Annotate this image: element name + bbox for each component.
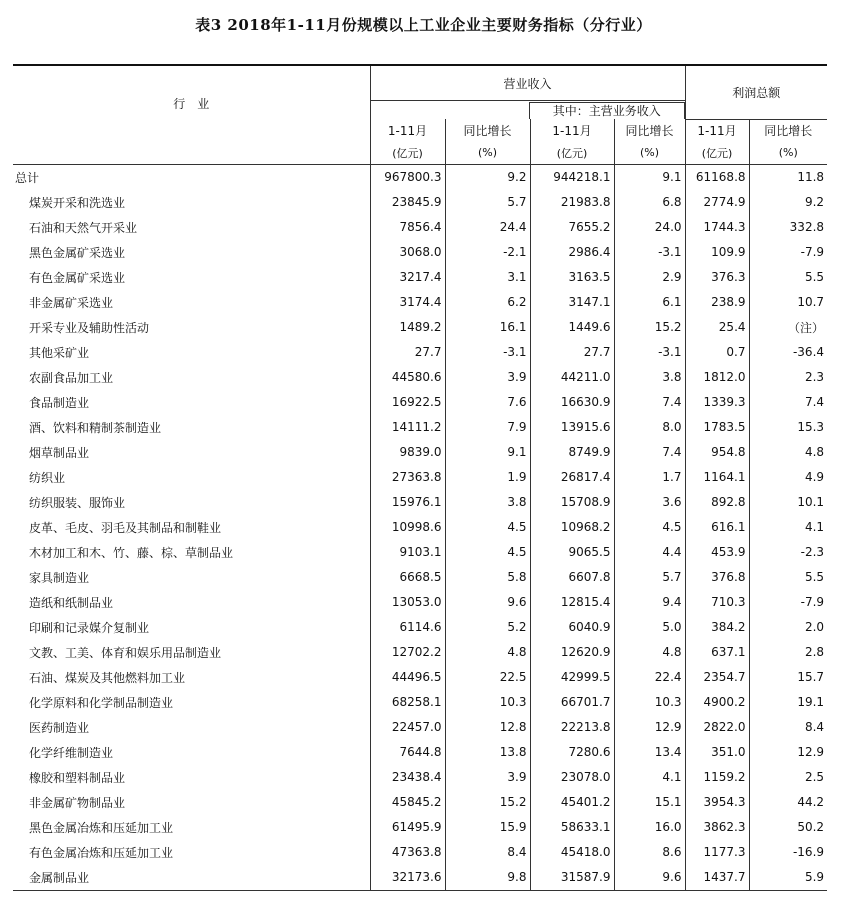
revenue-value: 22457.0	[370, 715, 445, 740]
main-revenue-growth: 10.3	[614, 690, 685, 715]
header-period: 1-11月	[387, 123, 428, 138]
profit-value: 4900.2	[685, 690, 749, 715]
table-row	[13, 565, 827, 590]
main-revenue-value: 15708.9	[530, 490, 614, 515]
revenue-growth: 3.1	[445, 265, 530, 290]
main-revenue-value: 12815.4	[530, 590, 614, 615]
main-revenue-value: 31587.9	[530, 865, 614, 891]
industry-name: 农副食品加工业	[29, 370, 114, 385]
revenue-growth: 4.8	[445, 640, 530, 665]
industry-name: 煤炭开采和洗选业	[29, 195, 126, 210]
main-revenue-growth: 16.0	[614, 815, 685, 840]
profit-growth: 19.1	[749, 690, 827, 715]
profit-growth: 2.0	[749, 615, 827, 640]
header-revenue: 营业收入	[370, 65, 685, 101]
profit-value: 954.8	[685, 440, 749, 465]
main-revenue-growth: 2.9	[614, 265, 685, 290]
main-revenue-growth: 15.1	[614, 790, 685, 815]
revenue-value: 32173.6	[370, 865, 445, 891]
revenue-growth: 5.8	[445, 565, 530, 590]
revenue-value: 16922.5	[370, 390, 445, 415]
profit-growth: 12.9	[749, 740, 827, 765]
main-revenue-growth: 12.9	[614, 715, 685, 740]
profit-value: 25.4	[685, 315, 749, 340]
table-row	[13, 715, 827, 740]
revenue-value: 9839.0	[370, 440, 445, 465]
main-revenue-value: 22213.8	[530, 715, 614, 740]
revenue-value: 27.7	[370, 340, 445, 365]
header-industry: 行 业	[13, 65, 370, 142]
profit-growth: 8.4	[749, 715, 827, 740]
table-row	[13, 540, 827, 565]
revenue-value: 14111.2	[370, 415, 445, 440]
main-revenue-value: 6607.8	[530, 565, 614, 590]
profit-growth: 50.2	[749, 815, 827, 840]
table-row	[13, 690, 827, 715]
profit-growth: -2.3	[749, 540, 827, 565]
profit-value: 892.8	[685, 490, 749, 515]
main-revenue-value: 2986.4	[530, 240, 614, 265]
profit-growth: 4.8	[749, 440, 827, 465]
industry-name: 橡胶和塑料制品业	[29, 770, 126, 785]
header-growth: 同比增长	[445, 119, 530, 142]
profit-growth: 332.8	[749, 215, 827, 240]
header-profit: 利润总额	[685, 65, 827, 119]
profit-growth: -36.4	[749, 340, 827, 365]
revenue-growth: 4.5	[445, 540, 530, 565]
header-unit-amount: (亿元)	[530, 142, 614, 165]
revenue-value: 23845.9	[370, 190, 445, 215]
profit-growth: 10.7	[749, 290, 827, 315]
profit-growth: 15.3	[749, 415, 827, 440]
profit-growth: 2.3	[749, 365, 827, 390]
profit-value: 1177.3	[685, 840, 749, 865]
revenue-value: 1489.2	[370, 315, 445, 340]
header-unit-pct: (%)	[749, 142, 827, 165]
main-revenue-value: 26817.4	[530, 465, 614, 490]
revenue-growth: 5.7	[445, 190, 530, 215]
profit-value: 2354.7	[685, 665, 749, 690]
revenue-growth: 5.2	[445, 615, 530, 640]
industry-name: 其他采矿业	[29, 345, 90, 360]
revenue-value: 23438.4	[370, 765, 445, 790]
header-period: 1-11月	[685, 119, 749, 142]
main-revenue-growth: 1.7	[614, 465, 685, 490]
industry-name: 石油、煤炭及其他燃料加工业	[29, 670, 186, 685]
main-revenue-growth: 4.5	[614, 515, 685, 540]
industry-name: 黑色金属冶炼和压延加工业	[29, 820, 174, 835]
table-row	[13, 215, 827, 240]
revenue-growth: 12.8	[445, 715, 530, 740]
table-row	[13, 164, 827, 190]
main-revenue-growth: 6.8	[614, 190, 685, 215]
main-revenue-value: 1449.6	[530, 315, 614, 340]
revenue-value: 6114.6	[370, 615, 445, 640]
table-row	[13, 240, 827, 265]
main-revenue-growth: 7.4	[614, 440, 685, 465]
main-revenue-value: 13915.6	[530, 415, 614, 440]
revenue-growth: 3.9	[445, 365, 530, 390]
profit-growth: 2.5	[749, 765, 827, 790]
profit-value: 3862.3	[685, 815, 749, 840]
profit-growth: 11.8	[749, 164, 827, 190]
profit-growth: 9.2	[749, 190, 827, 215]
profit-growth: 2.8	[749, 640, 827, 665]
industry-name: 酒、饮料和精制茶制造业	[29, 420, 162, 435]
profit-value: 2822.0	[685, 715, 749, 740]
industry-name: 有色金属冶炼和压延加工业	[29, 845, 174, 860]
main-revenue-value: 6040.9	[530, 615, 614, 640]
profit-value: 0.7	[685, 340, 749, 365]
revenue-value: 3217.4	[370, 265, 445, 290]
industry-name: 食品制造业	[29, 395, 90, 410]
revenue-growth: 9.2	[445, 164, 530, 190]
industry-name: 化学纤维制造业	[29, 745, 114, 760]
profit-value: 351.0	[685, 740, 749, 765]
revenue-growth: 15.9	[445, 815, 530, 840]
profit-value: 2774.9	[685, 190, 749, 215]
industry-name: 烟草制品业	[29, 445, 90, 460]
table-row	[13, 515, 827, 540]
profit-value: 238.9	[685, 290, 749, 315]
profit-value: 1339.3	[685, 390, 749, 415]
table-row	[13, 340, 827, 365]
revenue-value: 967800.3	[370, 164, 445, 190]
table-row	[13, 665, 827, 690]
revenue-growth: 8.4	[445, 840, 530, 865]
table-row	[13, 265, 827, 290]
industry-name: 有色金属矿采选业	[29, 270, 126, 285]
industry-name: 造纸和纸制品业	[29, 595, 114, 610]
revenue-growth: 9.6	[445, 590, 530, 615]
header-unit-pct: (%)	[445, 142, 530, 165]
industry-name: 木材加工和木、竹、藤、棕、草制品业	[29, 545, 234, 560]
profit-value: 1437.7	[685, 865, 749, 891]
table-row	[13, 640, 827, 665]
main-revenue-value: 10968.2	[530, 515, 614, 540]
revenue-growth: 16.1	[445, 315, 530, 340]
revenue-growth: 1.9	[445, 465, 530, 490]
table-row	[13, 465, 827, 490]
industry-name: 医药制造业	[29, 720, 90, 735]
profit-growth: -7.9	[749, 240, 827, 265]
main-revenue-value: 7655.2	[530, 215, 614, 240]
main-revenue-growth: 9.6	[614, 865, 685, 891]
profit-value: 637.1	[685, 640, 749, 665]
industry-name: 总计	[15, 170, 40, 185]
header-period: 1-11月	[530, 119, 614, 142]
main-revenue-growth: 4.1	[614, 765, 685, 790]
financial-indicators-table	[13, 64, 827, 891]
header-unit-amount: (亿元)	[685, 142, 749, 165]
table-row	[13, 815, 827, 840]
revenue-value: 15976.1	[370, 490, 445, 515]
revenue-growth: 3.9	[445, 765, 530, 790]
industry-name: 石油和天然气开采业	[29, 220, 138, 235]
revenue-growth: 24.4	[445, 215, 530, 240]
profit-value: 1783.5	[685, 415, 749, 440]
main-revenue-value: 8749.9	[530, 440, 614, 465]
main-revenue-growth: 22.4	[614, 665, 685, 690]
table-row	[13, 365, 827, 390]
revenue-value: 6668.5	[370, 565, 445, 590]
revenue-value: 12702.2	[370, 640, 445, 665]
main-revenue-value: 45418.0	[530, 840, 614, 865]
main-revenue-value: 23078.0	[530, 765, 614, 790]
industry-name: 开采专业及辅助性活动	[29, 320, 150, 335]
industry-name: 非金属矿采选业	[29, 295, 114, 310]
table-row	[13, 740, 827, 765]
main-revenue-growth: 15.2	[614, 315, 685, 340]
main-revenue-value: 16630.9	[530, 390, 614, 415]
main-revenue-growth: 4.8	[614, 640, 685, 665]
profit-value: 1744.3	[685, 215, 749, 240]
profit-value: 1164.1	[685, 465, 749, 490]
industry-name: 皮革、毛皮、羽毛及其制品和制鞋业	[29, 520, 222, 535]
table-row	[13, 315, 827, 340]
revenue-growth: 7.9	[445, 415, 530, 440]
profit-value: 453.9	[685, 540, 749, 565]
table-row	[13, 390, 827, 415]
main-revenue-growth: 24.0	[614, 215, 685, 240]
revenue-growth: 4.5	[445, 515, 530, 540]
revenue-value: 7856.4	[370, 215, 445, 240]
main-revenue-growth: 13.4	[614, 740, 685, 765]
revenue-growth: 13.8	[445, 740, 530, 765]
profit-value: 710.3	[685, 590, 749, 615]
industry-name: 印刷和记录媒介复制业	[29, 620, 150, 635]
profit-value: 1159.2	[685, 765, 749, 790]
main-revenue-growth: 9.1	[614, 164, 685, 190]
table-row	[13, 765, 827, 790]
header-growth: 同比增长	[614, 119, 685, 142]
main-revenue-value: 27.7	[530, 340, 614, 365]
profit-growth: 10.1	[749, 490, 827, 515]
revenue-value: 45845.2	[370, 790, 445, 815]
profit-growth: 4.1	[749, 515, 827, 540]
profit-growth: 44.2	[749, 790, 827, 815]
profit-value: 109.9	[685, 240, 749, 265]
main-revenue-growth: 9.4	[614, 590, 685, 615]
profit-growth: 4.9	[749, 465, 827, 490]
revenue-growth: 7.6	[445, 390, 530, 415]
industry-name: 黑色金属矿采选业	[29, 245, 126, 260]
main-revenue-growth: 7.4	[614, 390, 685, 415]
profit-value: 1812.0	[685, 365, 749, 390]
main-revenue-growth: -3.1	[614, 240, 685, 265]
table-row	[13, 865, 827, 891]
main-revenue-value: 42999.5	[530, 665, 614, 690]
revenue-value: 44496.5	[370, 665, 445, 690]
main-revenue-growth: 8.6	[614, 840, 685, 865]
revenue-value: 61495.9	[370, 815, 445, 840]
revenue-value: 3174.4	[370, 290, 445, 315]
industry-name: 纺织业	[29, 470, 66, 485]
industry-name: 家具制造业	[29, 570, 90, 585]
revenue-value: 10998.6	[370, 515, 445, 540]
profit-growth: -7.9	[749, 590, 827, 615]
revenue-value: 44580.6	[370, 365, 445, 390]
table-header	[13, 65, 827, 164]
header-growth: 同比增长	[749, 119, 827, 142]
profit-value: 384.2	[685, 615, 749, 640]
industry-name: 纺织服装、服饰业	[29, 495, 126, 510]
revenue-growth: 10.3	[445, 690, 530, 715]
revenue-value: 7644.8	[370, 740, 445, 765]
revenue-value: 47363.8	[370, 840, 445, 865]
revenue-growth: 9.8	[445, 865, 530, 891]
table-title: 表3 2018年1-11月份规模以上工业企业主要财务指标（分行业）	[195, 16, 652, 34]
table-row	[13, 290, 827, 315]
main-revenue-growth: -3.1	[614, 340, 685, 365]
header-unit-pct: (%)	[614, 142, 685, 165]
table-row	[13, 490, 827, 515]
revenue-growth: -3.1	[445, 340, 530, 365]
main-revenue-growth: 5.0	[614, 615, 685, 640]
table-row	[13, 190, 827, 215]
main-revenue-value: 944218.1	[530, 164, 614, 190]
table-row	[13, 415, 827, 440]
profit-growth: -16.9	[749, 840, 827, 865]
revenue-value: 27363.8	[370, 465, 445, 490]
table-body	[13, 164, 827, 890]
main-revenue-growth: 5.7	[614, 565, 685, 590]
main-revenue-value: 3163.5	[530, 265, 614, 290]
main-revenue-growth: 3.8	[614, 365, 685, 390]
profit-growth: 15.7	[749, 665, 827, 690]
revenue-growth: 6.2	[445, 290, 530, 315]
table-row	[13, 840, 827, 865]
revenue-growth: 9.1	[445, 440, 530, 465]
main-revenue-value: 7280.6	[530, 740, 614, 765]
profit-value: 61168.8	[685, 164, 749, 190]
table-row	[13, 590, 827, 615]
profit-growth: 5.5	[749, 265, 827, 290]
table-row	[13, 440, 827, 465]
main-revenue-growth: 4.4	[614, 540, 685, 565]
header-unit-amount: (亿元)	[370, 142, 445, 165]
revenue-value: 13053.0	[370, 590, 445, 615]
profit-growth: 5.5	[749, 565, 827, 590]
revenue-growth: -2.1	[445, 240, 530, 265]
main-revenue-growth: 6.1	[614, 290, 685, 315]
main-revenue-value: 44211.0	[530, 365, 614, 390]
profit-value: 3954.3	[685, 790, 749, 815]
profit-value: 376.8	[685, 565, 749, 590]
header-main-revenue: 其中：主营业务收入	[529, 102, 685, 119]
industry-name: 金属制品业	[13, 865, 370, 891]
revenue-growth: 3.8	[445, 490, 530, 515]
main-revenue-value: 66701.7	[530, 690, 614, 715]
main-revenue-value: 3147.1	[530, 290, 614, 315]
revenue-growth: 15.2	[445, 790, 530, 815]
main-revenue-growth: 8.0	[614, 415, 685, 440]
revenue-growth: 22.5	[445, 665, 530, 690]
table-row	[13, 790, 827, 815]
main-revenue-value: 21983.8	[530, 190, 614, 215]
main-revenue-value: 12620.9	[530, 640, 614, 665]
table-row	[13, 615, 827, 640]
industry-name: 非金属矿物制品业	[29, 795, 126, 810]
industry-name: 化学原料和化学制品制造业	[29, 695, 174, 710]
main-revenue-value: 9065.5	[530, 540, 614, 565]
profit-growth: 5.9	[749, 865, 827, 891]
revenue-value: 68258.1	[370, 690, 445, 715]
main-revenue-value: 58633.1	[530, 815, 614, 840]
profit-value: 376.3	[685, 265, 749, 290]
industry-name: 文教、工美、体育和娱乐用品制造业	[29, 645, 222, 660]
main-revenue-value: 45401.2	[530, 790, 614, 815]
profit-growth: 7.4	[749, 390, 827, 415]
profit-value: 616.1	[685, 515, 749, 540]
revenue-value: 3068.0	[370, 240, 445, 265]
profit-growth: （注）	[749, 315, 827, 340]
revenue-value: 9103.1	[370, 540, 445, 565]
main-revenue-growth: 3.6	[614, 490, 685, 515]
